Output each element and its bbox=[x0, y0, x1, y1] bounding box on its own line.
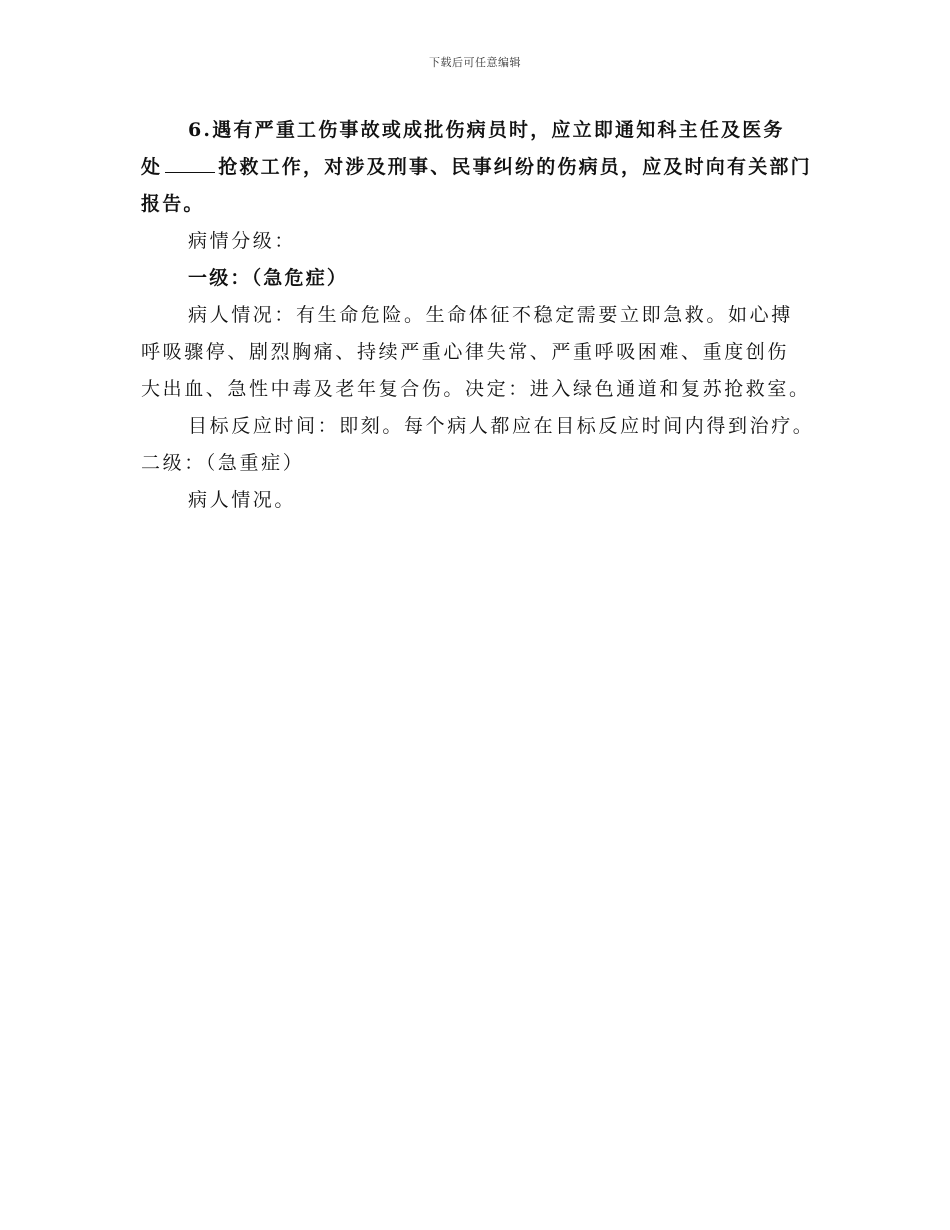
fill-in-blank bbox=[165, 152, 215, 173]
level2-condition: 病人情况。 bbox=[188, 489, 297, 511]
item6-line2-rest: 抢救工作，对涉及刑事、民事纠纷的伤病员，应及时向有关部门 bbox=[218, 156, 812, 178]
grading-heading: 病情分级： bbox=[188, 230, 297, 252]
level1-condition-line2: 呼吸骤停、剧烈胸痛、持续严重心律失常、严重呼吸困难、重度创伤 bbox=[141, 341, 790, 363]
level2-title: 二级：（急重症） bbox=[141, 452, 305, 474]
item6-line1: 6.遇有严重工伤事故或成批伤病员时，应立即通知科主任及医务 bbox=[188, 119, 785, 141]
page-header-note: 下载后可任意编辑 bbox=[429, 56, 521, 69]
level1-title: 一级：（急危症） bbox=[188, 267, 349, 289]
item6-line3: 报告。 bbox=[141, 193, 205, 215]
level1-response-time: 目标反应时间：即刻。每个病人都应在目标反应时间内得到治疗。 bbox=[188, 415, 815, 437]
item6-line2-start: 处 bbox=[141, 156, 163, 178]
level1-condition-line1: 病人情况：有生命危险。生命体征不稳定需要立即急救。如心搏 bbox=[188, 304, 793, 326]
item6-line2 bbox=[141, 149, 841, 186]
level1-condition-line3: 大出血、急性中毒及老年复合伤。决定：进入绿色通道和复苏抢救室。 bbox=[141, 378, 811, 400]
document-body bbox=[141, 112, 841, 519]
